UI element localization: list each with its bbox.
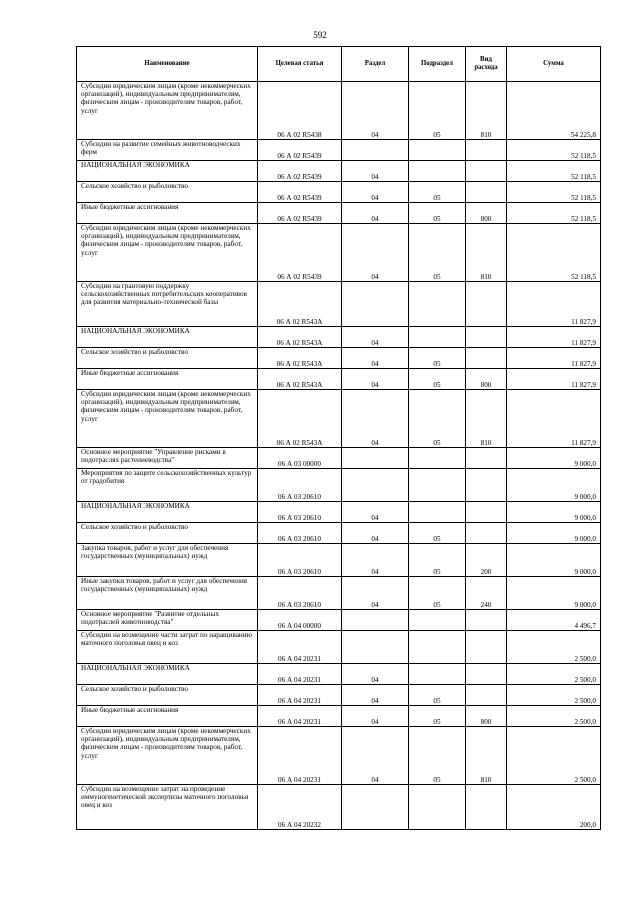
table-row: [77, 544, 601, 577]
cell-article: 06 А 04 20231: [258, 664, 342, 685]
table-row: [77, 161, 601, 182]
cell-article: 06 А 04 20231: [258, 727, 342, 785]
cell-sum: 52 118,5: [507, 224, 601, 282]
cell-sum: 54 225,8: [507, 82, 601, 140]
cell-section: [342, 785, 409, 830]
cell-name: Сельское хозяйство и рыболовство: [77, 685, 258, 706]
cell-subsection: 05: [409, 224, 466, 282]
table-row: [77, 140, 601, 161]
cell-article: 06 А 04 20231: [258, 706, 342, 727]
cell-sum: 11 827,9: [507, 369, 601, 390]
cell-sum: 11 827,9: [507, 390, 601, 448]
table-row: [77, 348, 601, 369]
header-name: Наименование: [77, 47, 258, 82]
cell-name: Сельское хозяйство и рыболовство: [77, 523, 258, 544]
cell-article: 06 А 02 R5439: [258, 140, 342, 161]
cell-name: Субсидии на возмещение части затрат по наращиванию маточного поголовья овец и коз: [77, 631, 258, 664]
cell-name: Субсидии юридическим лицам (кроме некоммерческих организаций), индивидуальным предпринимателям, физическим лицам - производителям товаров, работ, услуг: [77, 390, 258, 448]
cell-subsection: 05: [409, 82, 466, 140]
cell-article: 06 А 02 R543А: [258, 327, 342, 348]
cell-sum: 2 500,0: [507, 727, 601, 785]
cell-subsection: [409, 327, 466, 348]
cell-expense-type: [466, 140, 507, 161]
cell-name: Основное мероприятие "Развитие отдельных подотраслей животноводства": [77, 610, 258, 631]
cell-subsection: [409, 610, 466, 631]
header-row: [77, 47, 601, 82]
table-row: [77, 469, 601, 502]
cell-sum: 2 500,0: [507, 706, 601, 727]
cell-expense-type: 810: [466, 727, 507, 785]
cell-sum: 52 118,5: [507, 140, 601, 161]
cell-section: 04: [342, 82, 409, 140]
cell-section: [342, 610, 409, 631]
cell-name: Мероприятия по защите сельскохозяйственных культур от градобития: [77, 469, 258, 502]
cell-expense-type: 800: [466, 203, 507, 224]
header-expense-type: Вид расхода: [466, 47, 507, 82]
cell-expense-type: [466, 182, 507, 203]
cell-sum: 9 000,0: [507, 523, 601, 544]
cell-subsection: [409, 785, 466, 830]
table-row: [77, 203, 601, 224]
cell-sum: 9 000,0: [507, 469, 601, 502]
cell-name: НАЦИОНАЛЬНАЯ ЭКОНОМИКА: [77, 161, 258, 182]
cell-name: НАЦИОНАЛЬНАЯ ЭКОНОМИКА: [77, 327, 258, 348]
cell-subsection: 05: [409, 182, 466, 203]
cell-subsection: 05: [409, 577, 466, 610]
cell-subsection: [409, 502, 466, 523]
cell-article: 06 А 02 R5439: [258, 224, 342, 282]
cell-sum: 52 118,5: [507, 203, 601, 224]
cell-expense-type: [466, 348, 507, 369]
cell-expense-type: [466, 282, 507, 327]
cell-article: 06 А 02 R5439: [258, 203, 342, 224]
cell-subsection: [409, 448, 466, 469]
header-subsection: Подраздел: [409, 47, 466, 82]
cell-section: 04: [342, 664, 409, 685]
cell-subsection: [409, 140, 466, 161]
cell-name: Субсидии на грантовую поддержку сельскохозяйственных потребительских кооперативов для развития материально-технической базы: [77, 282, 258, 327]
cell-section: 04: [342, 369, 409, 390]
cell-expense-type: 810: [466, 82, 507, 140]
cell-sum: 9 000,0: [507, 502, 601, 523]
cell-expense-type: [466, 161, 507, 182]
header-section: Раздел: [342, 47, 409, 82]
cell-sum: 52 118,5: [507, 182, 601, 203]
table-row: [77, 785, 601, 830]
cell-subsection: [409, 469, 466, 502]
cell-expense-type: 240: [466, 577, 507, 610]
table-row: [77, 502, 601, 523]
cell-article: 06 А 02 R543А: [258, 369, 342, 390]
cell-expense-type: [466, 502, 507, 523]
cell-subsection: 05: [409, 544, 466, 577]
cell-sum: 200,0: [507, 785, 601, 830]
cell-sum: 11 827,9: [507, 327, 601, 348]
table-row: [77, 685, 601, 706]
cell-article: 06 А 02 R543А: [258, 390, 342, 448]
cell-name: Иные закупки товаров, работ и услуг для обеспечения государственных (муниципальных) нужд: [77, 577, 258, 610]
table-row: [77, 577, 601, 610]
cell-name: Субсидии юридическим лицам (кроме некоммерческих организаций), индивидуальным предпринимателям, физическим лицам - производителям товаров, работ, услуг: [77, 82, 258, 140]
cell-subsection: [409, 282, 466, 327]
table-row: [77, 224, 601, 282]
cell-subsection: 05: [409, 203, 466, 224]
cell-article: 06 А 04 20232: [258, 785, 342, 830]
cell-section: 04: [342, 327, 409, 348]
table-row: [77, 182, 601, 203]
cell-section: 04: [342, 502, 409, 523]
cell-article: 06 А 04 20231: [258, 631, 342, 664]
cell-sum: 9 000,0: [507, 544, 601, 577]
cell-sum: 9 000,0: [507, 577, 601, 610]
table-row: [77, 390, 601, 448]
cell-article: 06 А 04 20231: [258, 685, 342, 706]
cell-section: 04: [342, 706, 409, 727]
cell-name: Иные бюджетные ассигнования: [77, 706, 258, 727]
cell-subsection: 05: [409, 369, 466, 390]
cell-expense-type: 200: [466, 544, 507, 577]
cell-article: 06 А 02 R5439: [258, 161, 342, 182]
cell-name: Иные бюджетные ассигнования: [77, 203, 258, 224]
cell-subsection: 05: [409, 685, 466, 706]
cell-expense-type: [466, 327, 507, 348]
cell-name: Субсидии на развитие семейных животноводческих ферм: [77, 140, 258, 161]
cell-expense-type: [466, 610, 507, 631]
cell-section: 04: [342, 523, 409, 544]
cell-article: 06 А 03 20610: [258, 502, 342, 523]
cell-sum: 4 496,7: [507, 610, 601, 631]
cell-name: Субсидии юридическим лицам (кроме некоммерческих организаций), индивидуальным предпринимателям, физическим лицам - производителям товаров, работ, услуг: [77, 224, 258, 282]
cell-subsection: [409, 161, 466, 182]
cell-expense-type: [466, 664, 507, 685]
cell-article: 06 А 03 20610: [258, 544, 342, 577]
cell-sum: 9 000,0: [507, 448, 601, 469]
cell-section: [342, 282, 409, 327]
cell-name: Основное мероприятие "Управление рисками в подотраслях растениеводства": [77, 448, 258, 469]
cell-section: 04: [342, 727, 409, 785]
cell-expense-type: [466, 469, 507, 502]
cell-expense-type: 810: [466, 390, 507, 448]
cell-subsection: [409, 664, 466, 685]
cell-name: Закупка товаров, работ и услуг для обеспечения государственных (муниципальных) нужд: [77, 544, 258, 577]
cell-subsection: 05: [409, 706, 466, 727]
table-row: [77, 610, 601, 631]
cell-expense-type: [466, 785, 507, 830]
table-row: [77, 369, 601, 390]
cell-article: 06 А 03 00000: [258, 448, 342, 469]
cell-subsection: 05: [409, 523, 466, 544]
cell-sum: 11 827,9: [507, 282, 601, 327]
cell-name: Иные бюджетные ассигнования: [77, 369, 258, 390]
cell-section: 04: [342, 348, 409, 369]
cell-section: 04: [342, 685, 409, 706]
cell-article: 06 А 02 R543А: [258, 282, 342, 327]
table-row: [77, 631, 601, 664]
table-row: [77, 327, 601, 348]
cell-expense-type: 800: [466, 706, 507, 727]
cell-expense-type: [466, 448, 507, 469]
cell-expense-type: [466, 685, 507, 706]
cell-section: [342, 448, 409, 469]
table-row: [77, 727, 601, 785]
table-row: [77, 82, 601, 140]
table-row: [77, 664, 601, 685]
budget-table: [76, 46, 601, 830]
cell-sum: 52 118,5: [507, 161, 601, 182]
cell-sum: 11 827,9: [507, 348, 601, 369]
cell-article: 06 А 02 R5439: [258, 182, 342, 203]
header-article: Целевая статья: [258, 47, 342, 82]
table-row: [77, 523, 601, 544]
cell-subsection: 05: [409, 390, 466, 448]
cell-section: [342, 140, 409, 161]
cell-section: 04: [342, 203, 409, 224]
cell-article: 06 А 02 R543А: [258, 348, 342, 369]
table-row: [77, 706, 601, 727]
table-body: [77, 82, 601, 830]
page-number: 592: [313, 30, 327, 40]
cell-sum: 2 500,0: [507, 685, 601, 706]
cell-name: Субсидии на возмещение затрат на проведение иммуногенетической экспертизы маточного поголовья овец и коз: [77, 785, 258, 830]
cell-section: 04: [342, 161, 409, 182]
cell-section: 04: [342, 544, 409, 577]
cell-subsection: [409, 631, 466, 664]
cell-article: 06 А 03 20610: [258, 577, 342, 610]
cell-section: 04: [342, 182, 409, 203]
cell-name: Сельское хозяйство и рыболовство: [77, 348, 258, 369]
cell-section: [342, 469, 409, 502]
cell-article: 06 А 02 R5438: [258, 82, 342, 140]
cell-section: [342, 631, 409, 664]
cell-expense-type: [466, 523, 507, 544]
table-row: [77, 448, 601, 469]
cell-subsection: 05: [409, 348, 466, 369]
cell-expense-type: 800: [466, 369, 507, 390]
cell-subsection: 05: [409, 727, 466, 785]
cell-name: НАЦИОНАЛЬНАЯ ЭКОНОМИКА: [77, 502, 258, 523]
cell-expense-type: [466, 631, 507, 664]
cell-section: 04: [342, 224, 409, 282]
cell-section: 04: [342, 390, 409, 448]
cell-article: 06 А 03 20610: [258, 523, 342, 544]
cell-name: Субсидии юридическим лицам (кроме некоммерческих организаций), индивидуальным предпринимателям, физическим лицам - производителям товаров, работ, услуг: [77, 727, 258, 785]
cell-sum: 2 500,0: [507, 664, 601, 685]
cell-sum: 2 500,0: [507, 631, 601, 664]
cell-section: 04: [342, 577, 409, 610]
cell-expense-type: 810: [466, 224, 507, 282]
cell-article: 06 А 03 20610: [258, 469, 342, 502]
cell-name: НАЦИОНАЛЬНАЯ ЭКОНОМИКА: [77, 664, 258, 685]
cell-article: 06 А 04 00000: [258, 610, 342, 631]
table-row: [77, 282, 601, 327]
header-sum: Сумма: [507, 47, 601, 82]
cell-name: Сельское хозяйство и рыболовство: [77, 182, 258, 203]
